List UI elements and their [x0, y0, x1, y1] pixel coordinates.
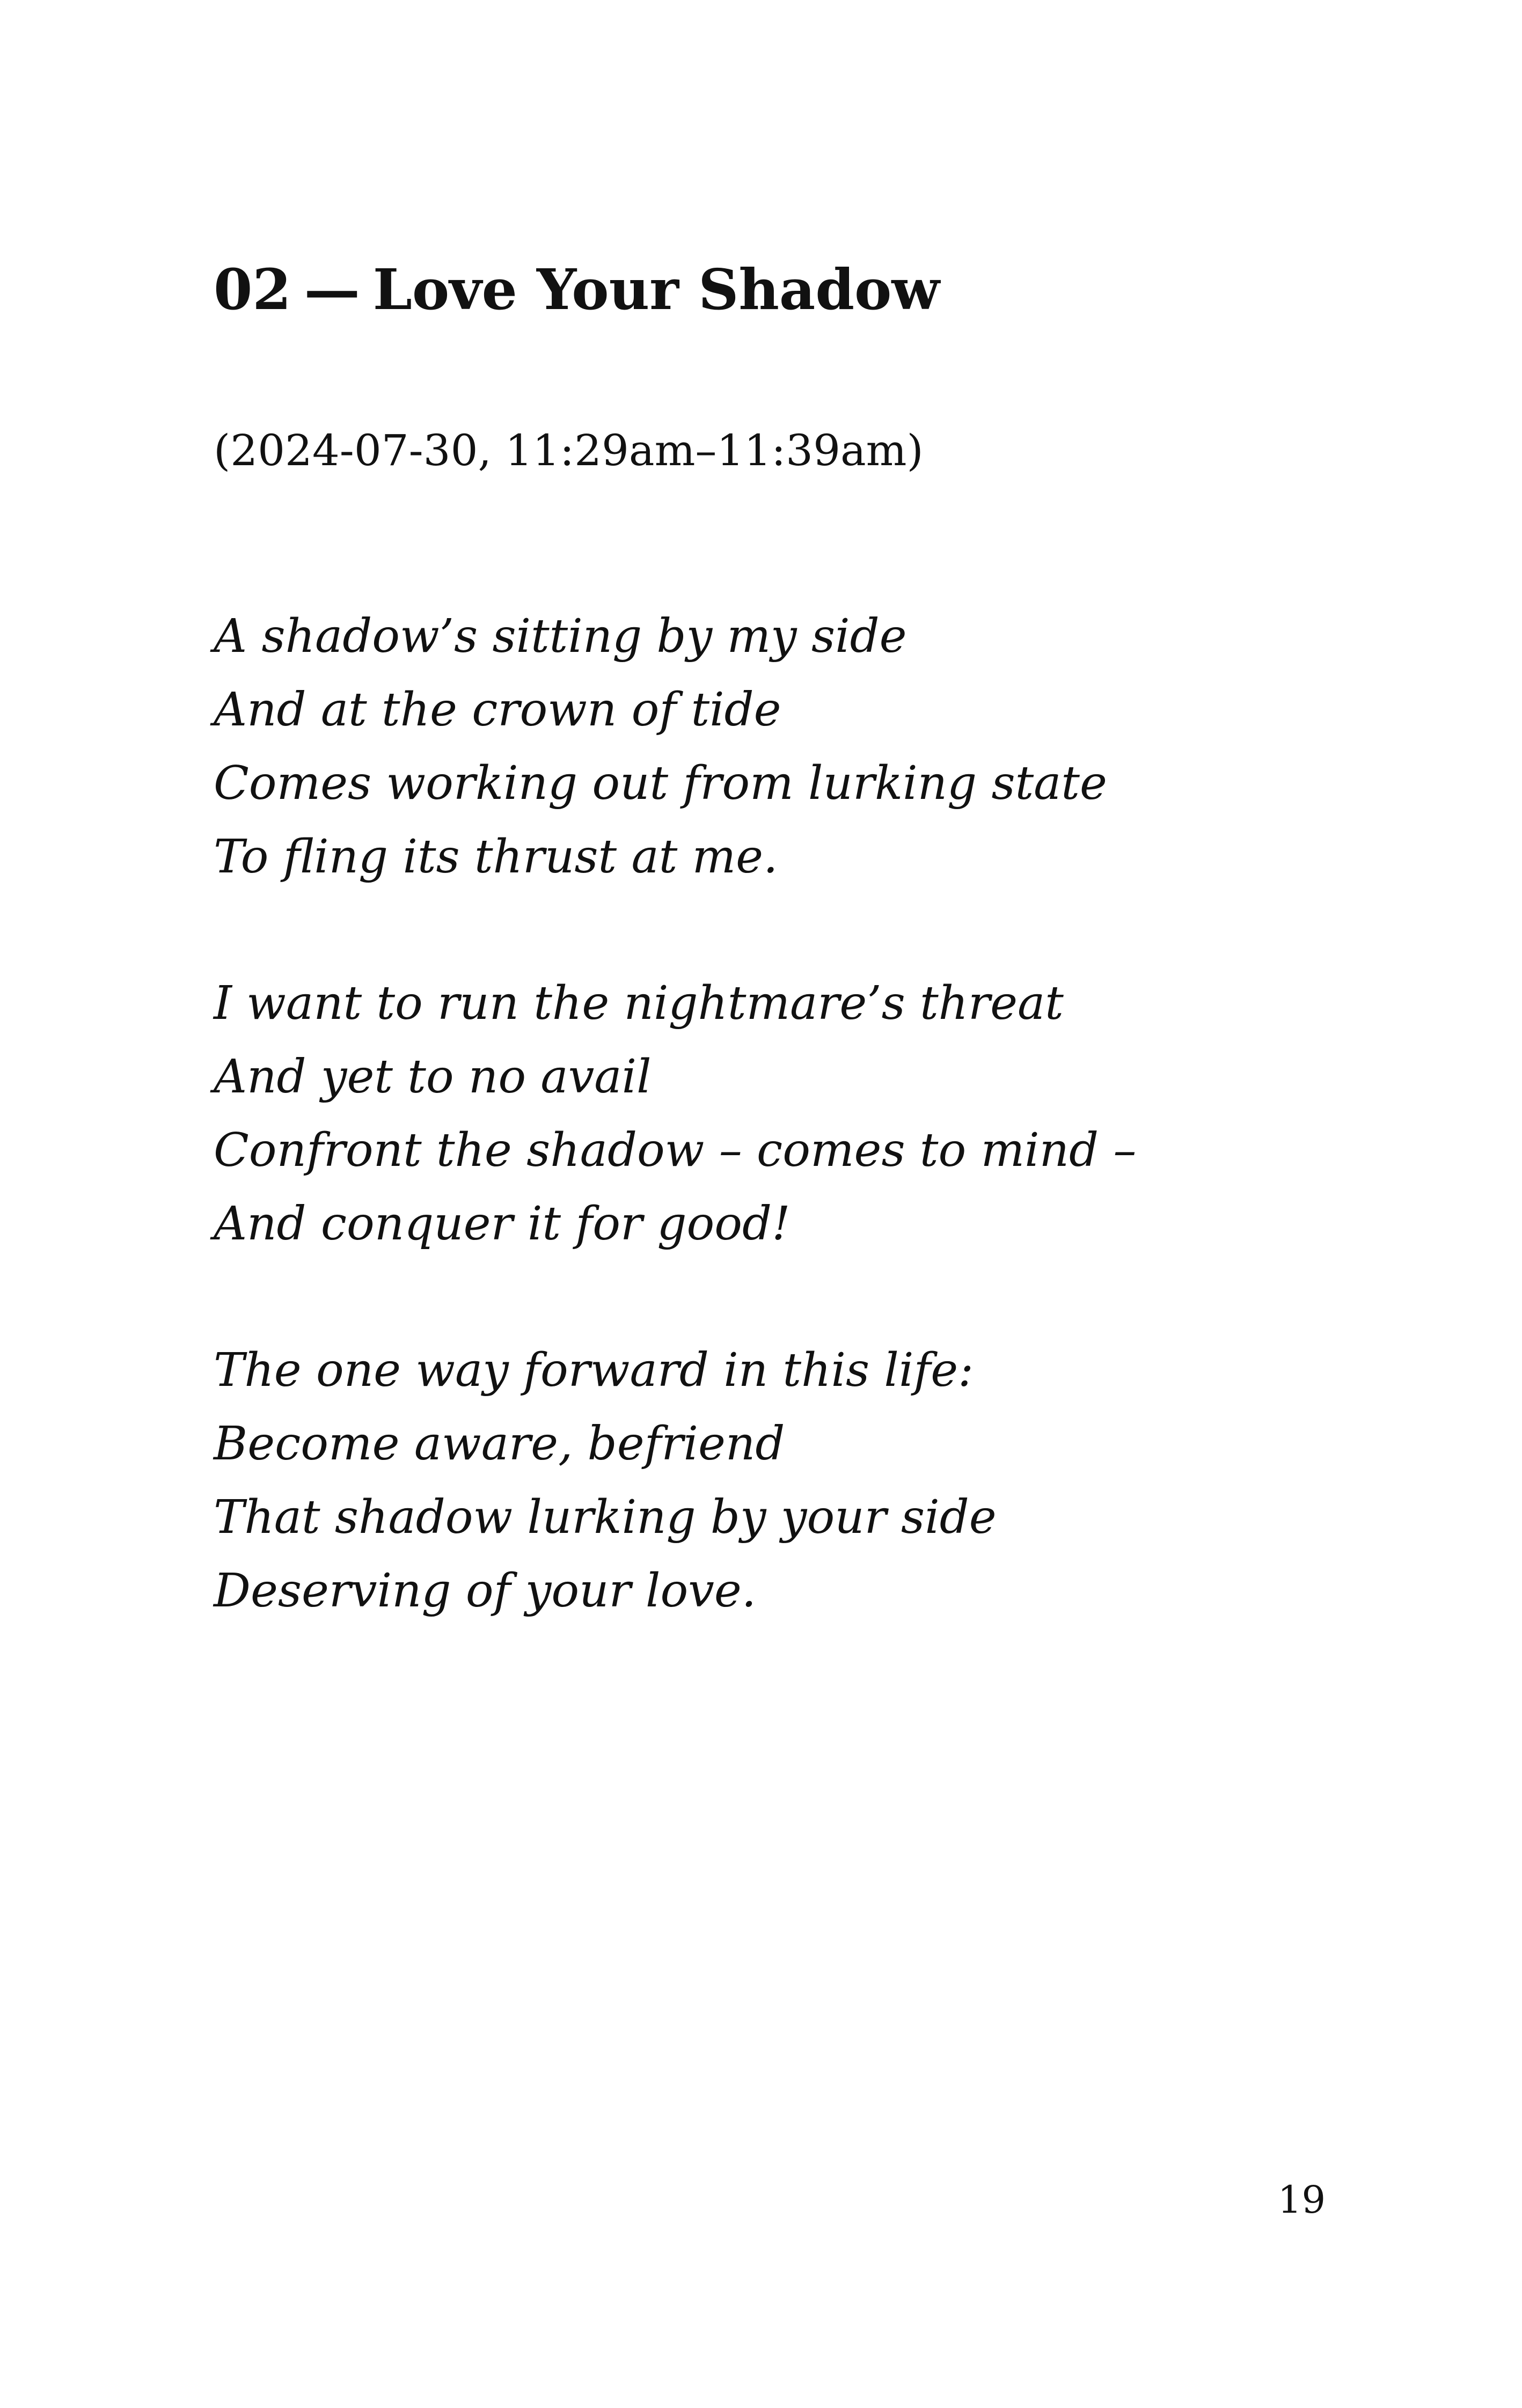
page-number: 19: [1277, 2178, 1326, 2222]
poem-title-text: Love Your Shadow: [372, 256, 940, 322]
poem-line: To fling its thrust at me.: [214, 830, 778, 884]
poem-line: And yet to no avail: [214, 1050, 652, 1104]
stanza-1: [214, 600, 1341, 894]
poem-line: Confront the shadow – comes to mind –: [214, 1124, 1137, 1177]
poem-line: Comes working out from lurking state: [214, 757, 1107, 810]
poem-line: Become aware, befriend: [214, 1417, 785, 1471]
poem-body: [214, 600, 1341, 1701]
poem-line: I want to run the nightmare’s threat: [214, 977, 1064, 1030]
poem-title: [214, 252, 940, 327]
poem-line: A shadow’s sitting by my side: [214, 610, 907, 663]
poem-line: That shadow lurking by your side: [214, 1491, 997, 1544]
poem-number: 02: [214, 256, 291, 322]
poem-line: And conquer it for good!: [214, 1197, 791, 1251]
stanza-2: [214, 967, 1341, 1261]
title-dash: —: [304, 256, 360, 322]
poem-line: And at the crown of tide: [214, 683, 781, 737]
poem-timestamp: (2024-07-30, 11:29am–11:39am): [214, 425, 924, 475]
poem-line: Deserving of your love.: [214, 1564, 757, 1618]
stanza-3: [214, 1334, 1341, 1628]
poem-line: The one way forward in this life:: [214, 1344, 974, 1397]
